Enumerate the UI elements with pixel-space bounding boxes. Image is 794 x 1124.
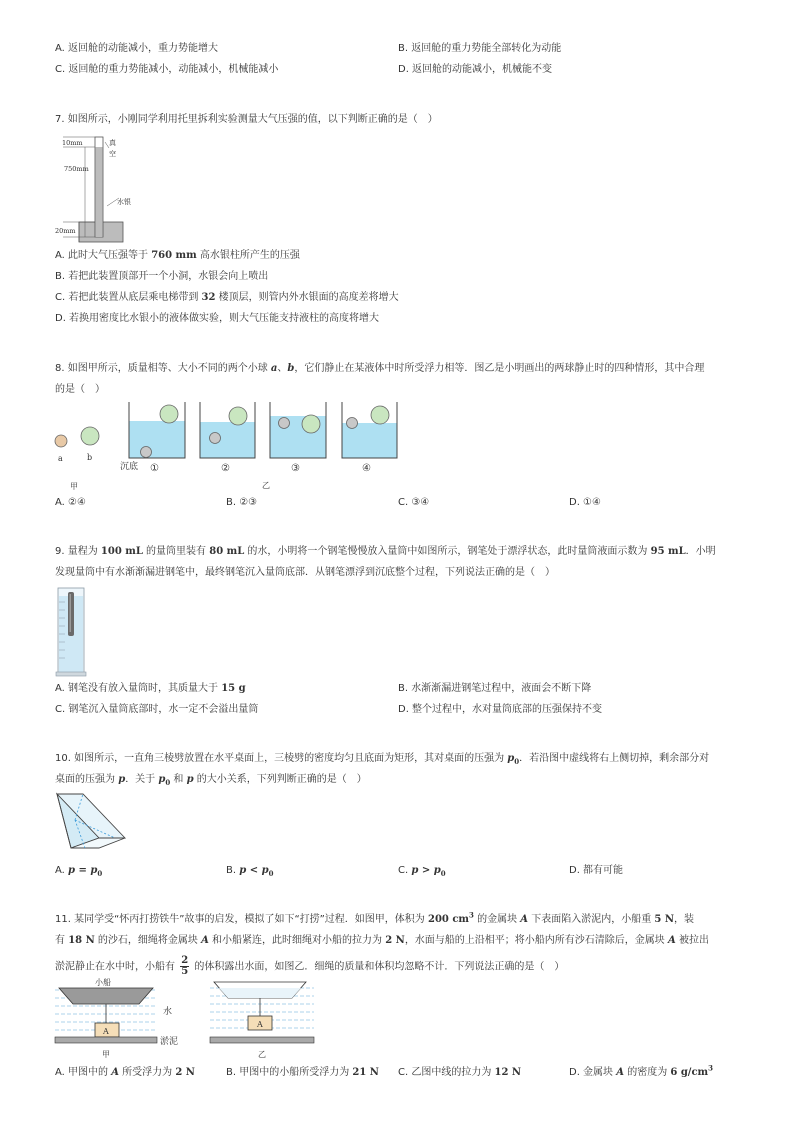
q8-label-sink: 沉底 — [120, 462, 139, 472]
q11-stem-line-2: 有 18 N 的沙石，细绳将金属块 A 和小船紧连，此时细绳对小船的拉力为 2 N，水面与船的上沿相平；将小船内所有沙石清除后，金属块 A 被拉出 — [55, 935, 709, 946]
q7-label-vacuum-2: 空 — [109, 150, 116, 158]
q8-option-c: C. ③④ — [398, 497, 430, 508]
beaker-3 — [270, 402, 326, 458]
q10-option-a: A. $p = p_0$ — [55, 865, 103, 878]
q6-option-c: C. 返回舱的重力势能减小，动能减小，机械能减小 — [55, 64, 279, 75]
q9-stem-line-2: 发现量筒中有水渐渐漏进钢笔中，最终钢笔沉入量筒底部．从钢笔漂浮到沉底整个过程，下列说法正确的是（ ） — [55, 567, 555, 578]
beaker-4 — [342, 402, 397, 458]
mud-jia — [55, 1037, 157, 1043]
q9-option-d: D. 整个过程中，水对量筒底部的压强保持不变 — [398, 704, 603, 715]
q7-option-c: C. 若把此装置从底层乘电梯带到 32 楼顶层，则管内外水银面的高度差将增大 — [55, 292, 399, 303]
glass-tube — [95, 137, 103, 237]
q8-stem-line-2: 的是（ ） — [55, 384, 105, 395]
q8-label-b: b — [87, 453, 93, 462]
q11-label-boat: 小船 — [95, 978, 111, 987]
q11-label-mud: 淤泥 — [160, 1037, 179, 1047]
q7-label-10mm: 10mm — [62, 139, 83, 147]
q7-option-d: D. 若换用密度比水银小的液体做实验，则大气压能支持液柱的高度将增大 — [55, 313, 380, 324]
q11-block-label-yi: A — [257, 1020, 263, 1029]
fraction: $\frac{2}{5}$ — [181, 955, 189, 977]
q10-wedge-figure — [55, 790, 127, 852]
mud-yi — [210, 1037, 314, 1043]
q7-stem: 7. 如图所示，小刚同学利用托里拆利实验测量大气压强的值，以下判断正确的是（ ） — [55, 114, 438, 125]
q7-label-20mm: 20mm — [55, 227, 76, 235]
q10-stem-line-2: 桌面的压强为 p．关于 $p_0$ 和 p 的大小关系，下列判断正确的是（ ） — [55, 774, 367, 787]
q11-figure-yi — [210, 978, 320, 1058]
ball-a — [55, 435, 67, 447]
q10-option-c: C. $p > p_0$ — [398, 865, 446, 878]
q8-option-b: B. ②③ — [226, 497, 258, 508]
q8-label-2: ② — [221, 463, 230, 474]
q9-option-a: A. 钢笔没有放入量筒时，其质量大于 15 g — [55, 683, 246, 694]
q7-option-a: A. 此时大气压强等于 760 mm 高水银柱所产生的压强 — [55, 250, 300, 261]
beaker-1 — [129, 402, 185, 458]
q11-option-c: C. 乙图中线的拉力为 12 N — [398, 1067, 522, 1078]
q7-label-mercury: 水银 — [117, 198, 131, 206]
q7-label-750mm: 750mm — [64, 165, 89, 173]
q11-block-label-jia: A — [103, 1027, 109, 1036]
q7-torricelli-figure — [55, 132, 135, 244]
q9-option-b: B. 水渐渐漏进钢笔过程中，液面会不断下降 — [398, 683, 592, 694]
q10-option-b: B. $p < p_0$ — [226, 865, 274, 878]
boat-yi — [214, 982, 306, 998]
q11-stem-line-1: 11. 某同学受“怀丙打捞铁牛”故事的启发，模拟了如下“打捞”过程．如图甲，体积为 200 $cm^3$ 的金属块 A 下表面陷入淤泥内，小船重 5 N，装 — [55, 910, 694, 925]
q8-label-4: ④ — [362, 463, 371, 474]
q8-label-1: ① — [150, 463, 159, 474]
q11-option-b: B. 甲图中的小船所受浮力为 21 N — [226, 1067, 379, 1078]
q11-option-d: D. 金属块 A 的密度为 6 $g/cm^3$ — [569, 1063, 714, 1078]
q8-label-yi: 乙 — [262, 481, 270, 490]
q9-option-c: C. 钢笔沉入量筒底部时，水一定不会溢出量筒 — [55, 704, 259, 715]
q8-option-a: A. ②④ — [55, 497, 86, 508]
q6-option-a: A. 返回舱的动能减小，重力势能增大 — [55, 43, 219, 54]
beaker-2 — [200, 402, 255, 458]
q6-option-d: D. 返回舱的动能减小，机械能不变 — [398, 64, 553, 75]
q10-stem-line-1: 10. 如图所示，一直角三棱劈放置在水平桌面上，三棱劈的密度均匀且底面为矩形，其对桌面的压强为 $p_0$．若沿图中虚线将右上侧切掉，剩余部分对 — [55, 753, 710, 766]
q8-label-3: ③ — [291, 463, 300, 474]
q10-option-d: D. 都有可能 — [569, 865, 624, 876]
q9-stem-line-1: 9. 量程为 100 mL 的量筒里装有 80 mL 的水，小明将一个钢笔慢慢放入量筒中如图所示，钢笔处于漂浮状态，此时量筒液面示数为 95 mL．小明 — [55, 546, 716, 557]
q6-option-b: B. 返回舱的重力势能全部转化为动能 — [398, 43, 562, 54]
q11-label-jia: 甲 — [102, 1050, 110, 1059]
q11-figure-jia — [55, 978, 189, 1058]
q8-balls-figure — [50, 398, 410, 496]
q8-stem-line-1: 8. 如图甲所示，质量相等、大小不同的两个小球 a、b，它们静止在某液体中时所受浮力相等．图乙是小明画出的两球静止时的四种情形，其中合理 — [55, 363, 705, 374]
q11-label-yi: 乙 — [258, 1050, 266, 1059]
q11-stem-line-3: 淤泥静止在水中时，小船有 $\frac{2}{5}$ 的体积露出水面，如图乙．细绳的质量和体积均忽略不计．下列说法正确的是（ ） — [55, 955, 565, 977]
ball-b — [81, 427, 99, 445]
q7-label-vacuum-1: 真 — [109, 139, 116, 147]
q11-option-a: A. 甲图中的 A 所受浮力为 2 N — [55, 1067, 195, 1078]
q8-label-a: a — [58, 454, 63, 463]
q8-option-d: D. ①④ — [569, 497, 601, 508]
q9-cylinder-figure — [56, 586, 88, 678]
pen — [68, 592, 74, 636]
q8-label-jia: 甲 — [70, 482, 78, 491]
boat-jia — [59, 988, 153, 1004]
q7-option-b: B. 若把此装置顶部开一个小洞，水银会向上喷出 — [55, 271, 269, 282]
q11-label-water: 水 — [163, 1007, 173, 1017]
